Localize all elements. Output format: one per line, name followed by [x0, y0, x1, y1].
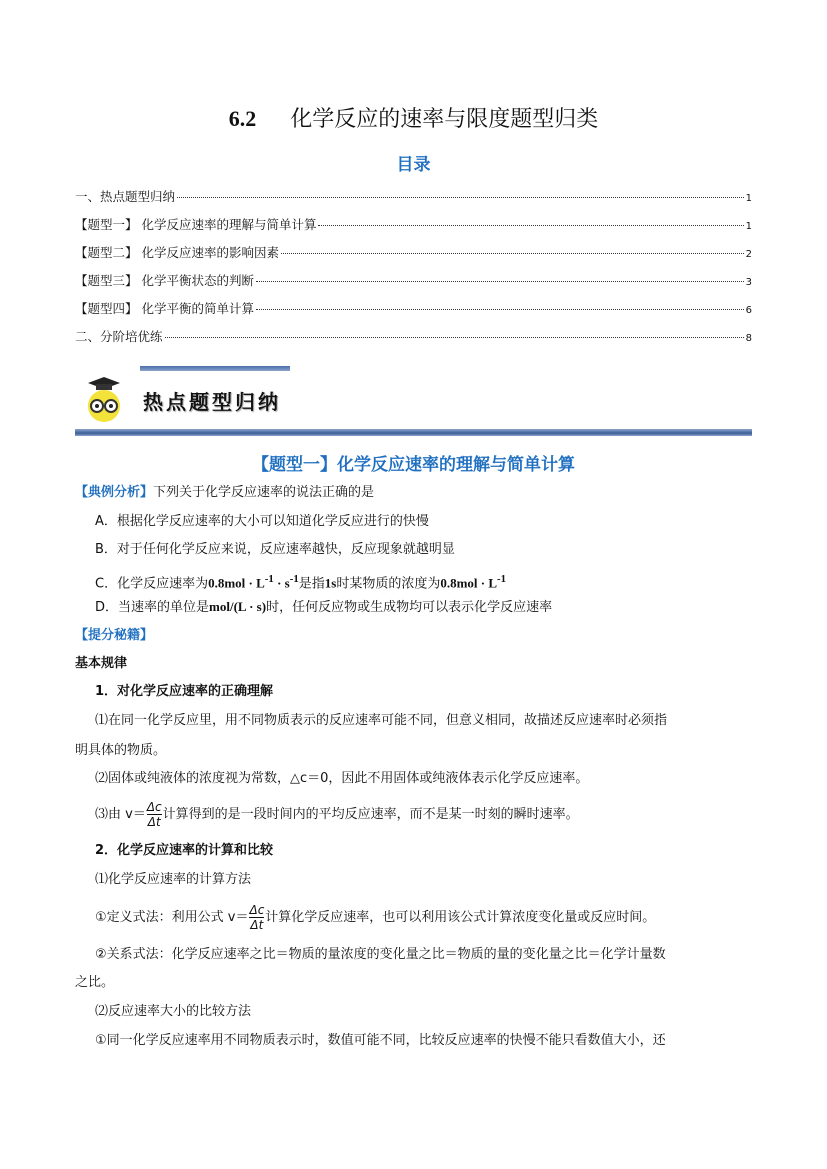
example-question — [75, 483, 374, 503]
text: 计算得到的是一段时间内的平均反应速率，而不是某一时刻的瞬时速率。 — [162, 807, 579, 822]
rate-fraction — [249, 903, 264, 932]
banner-title: 热点题型归纳 — [143, 390, 281, 414]
paragraph-formula — [95, 800, 579, 829]
text: 计算化学反应速率，也可以利用该公式计算浓度变化量或反应时间。 — [265, 910, 656, 925]
toc-page: 3 — [745, 277, 752, 288]
section-heading: 【题型一】化学反应速率的理解与简单计算 — [252, 455, 575, 475]
toc-item[interactable] — [75, 215, 752, 233]
text: 时，任何反应物或生成物均可以表示化学反应速率 — [266, 600, 553, 615]
option-a: A．根据化学反应速率的大小可以知道化学反应进行的快慢 — [95, 514, 429, 529]
option-c — [95, 569, 506, 594]
toc-page: 1 — [745, 221, 752, 232]
rate-fraction — [147, 800, 162, 829]
exp: -1 — [497, 573, 507, 585]
toc-page: 2 — [745, 249, 752, 260]
title-number: 6.2 — [228, 106, 257, 131]
text: ⑶由 v＝ — [95, 807, 146, 822]
text: C．化学反应速率为 — [95, 576, 209, 592]
toc-leader — [256, 281, 744, 282]
paragraph: ⑵固体或纯液体的浓度视为常数，△c＝0，因此不用固体或纯液体表示化学反应速率。 — [95, 771, 589, 786]
option-b: B．对于任何化学反应来说，反应速率越快，反应现象就越明显 — [95, 542, 455, 557]
toc-leader — [318, 225, 743, 226]
toc-label: 一、热点题型归纳 — [75, 189, 176, 204]
unit: 1s — [324, 575, 337, 591]
section-divider — [75, 429, 752, 436]
text: 是指 — [298, 576, 325, 592]
toc-item[interactable] — [75, 299, 752, 317]
toc-item[interactable] — [75, 327, 752, 345]
toc-leader — [177, 197, 744, 198]
option-d — [95, 597, 552, 618]
toc-page: 8 — [745, 333, 752, 344]
toc-label: 【题型三】 化学平衡状态的判断 — [75, 273, 254, 288]
toc-page: 6 — [745, 305, 752, 316]
paragraph: ②关系式法：化学反应速率之比＝物质的量浓度的变化量之比＝物质的量的变化量之比＝化学计量数 — [95, 947, 666, 962]
unit: mol/(L · s) — [209, 599, 267, 614]
basic-rules-heading: 基本规律 — [75, 656, 128, 671]
paragraph: ⑴化学反应速率的计算方法 — [95, 872, 252, 887]
subheading-1: 1．对化学反应速率的正确理解 — [95, 684, 274, 699]
banner-bar — [140, 366, 290, 371]
page-title — [0, 102, 827, 133]
denominator: Δt — [147, 815, 161, 829]
paragraph: ⑴在同一化学反应里，用不同物质表示的反应速率可能不同，但意义相同，故描述反应速率时必须指 — [95, 713, 668, 728]
question-text: 下列关于化学反应速率的说法正确的是 — [153, 485, 375, 500]
paragraph-formula — [95, 903, 655, 932]
unit: · s — [273, 575, 290, 591]
scholar-face-icon — [80, 374, 130, 428]
toc-leader — [256, 309, 744, 310]
paragraph: 明具体的物质。 — [75, 743, 167, 758]
toc-label: 【题型一】 化学反应速率的理解与简单计算 — [75, 217, 317, 232]
toc-label: 【题型二】 化学反应速率的影响因素 — [75, 245, 279, 260]
toc-heading: 目录 — [396, 155, 431, 175]
text: ①定义式法：利用公式 v＝ — [95, 910, 249, 925]
toc-leader — [165, 337, 744, 338]
paragraph: 之比。 — [75, 975, 115, 990]
unit: 0.8mol · L — [440, 575, 498, 591]
paragraph: ①同一化学反应速率用不同物质表示时，数值可能不同，比较反应速率的快慢不能只看数值大小，还 — [95, 1033, 666, 1048]
toc-item[interactable] — [75, 243, 752, 261]
text: 时某物质的浓度为 — [336, 576, 441, 592]
toc-label: 【题型四】 化学平衡的简单计算 — [75, 301, 254, 316]
paragraph: ⑵反应速率大小的比较方法 — [95, 1004, 252, 1019]
toc-leader — [281, 253, 744, 254]
numerator: Δc — [146, 800, 162, 814]
example-tag: 【典例分析】 — [75, 485, 154, 500]
title-text: 化学反应的速率与限度题型归类 — [290, 107, 599, 132]
toc-label: 二、分阶培优练 — [75, 329, 163, 344]
toc-page: 1 — [745, 193, 752, 204]
unit: 0.8mol · L — [208, 575, 265, 591]
exp: -1 — [289, 573, 299, 585]
tips-tag: 【提分秘籍】 — [75, 628, 154, 643]
numerator: Δc — [249, 903, 265, 917]
toc-item[interactable] — [75, 187, 752, 205]
subheading-2: 2．化学反应速率的计算和比较 — [95, 843, 274, 858]
toc-item[interactable] — [75, 271, 752, 289]
denominator: Δt — [250, 918, 264, 932]
text: D．当速率的单位是 — [95, 600, 210, 615]
exp: -1 — [264, 573, 274, 585]
